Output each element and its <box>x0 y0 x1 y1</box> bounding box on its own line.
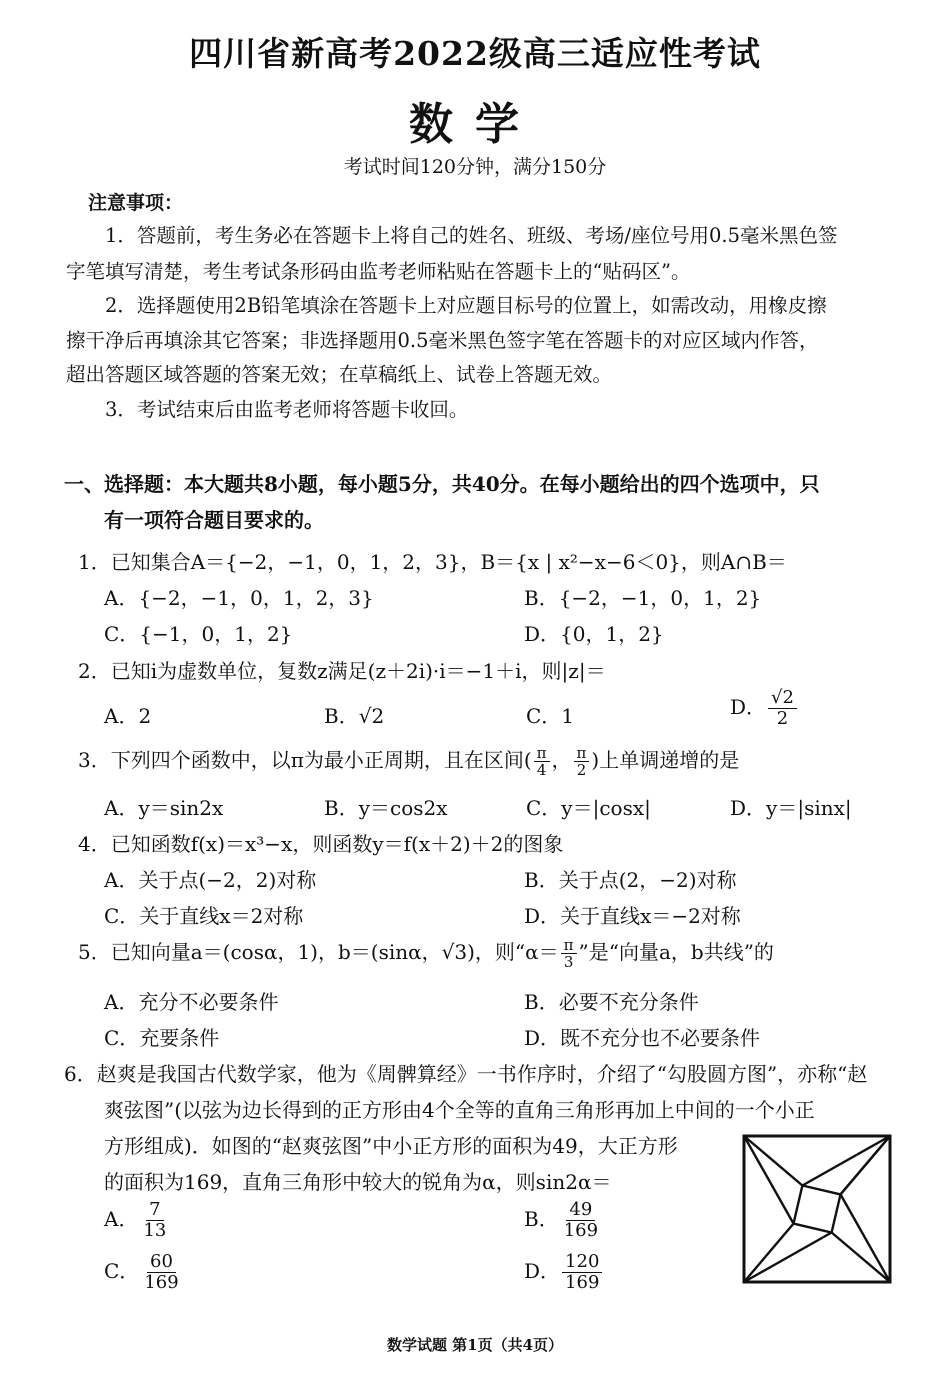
question-1-stem: 1．已知集合A＝{−2，−1，0，1，2，3}，B＝{x | x²−x−6＜0}，则A∩B＝ <box>78 550 787 574</box>
triangle-guide <box>744 1136 890 1282</box>
question-6-option-c <box>104 1252 184 1293</box>
notice-title: 注意事项： <box>88 192 184 214</box>
notice-item-1-line-1: 1．答题前，考生务必在答题卡上将自己的姓名、班级、考场/座位号用0.5毫米黑色签 <box>105 224 838 247</box>
triangle-sides <box>744 1136 890 1282</box>
large-square <box>744 1136 890 1282</box>
numerator: 7 <box>146 1200 163 1221</box>
question-1-option-d: D．{0，1，2} <box>524 622 664 646</box>
question-2-option-b: B．√2 <box>324 704 385 728</box>
question-2-option-c: C．1 <box>526 704 575 728</box>
fraction <box>562 1252 602 1293</box>
question-6-line-1: 6．赵爽是我国古代数学家，他为《周髀算经》一书作序时，介绍了“勾股圆方图”，亦称“赵 <box>64 1062 868 1086</box>
exam-meta: 考试时间120分钟，满分150分 <box>343 156 607 178</box>
denominator: 169 <box>563 1220 599 1241</box>
denominator: 3 <box>563 953 574 971</box>
fraction <box>561 1200 601 1241</box>
stem-text: 5．已知向量a＝(cosα，1)，b＝(sinα，√3)，则“α＝ <box>78 940 559 964</box>
numerator: π <box>574 745 590 762</box>
fraction <box>574 745 590 778</box>
small-square <box>794 1186 841 1233</box>
numerator: 60 <box>147 1252 176 1273</box>
question-6-line-4: 的面积为169，直角三角形中较大的锐角为α，则sin2α＝ <box>104 1170 612 1194</box>
section-1-heading-line-1: 一、选择题：本大题共8小题，每小题5分，共40分。在每小题给出的四个选项中，只 <box>64 472 820 496</box>
question-6-line-3: 方形组成)．如图的“赵爽弦图”中小正方形的面积为49，大正方形 <box>104 1134 678 1158</box>
question-5-option-a: A．充分不必要条件 <box>104 990 279 1014</box>
denominator: 169 <box>144 1272 179 1293</box>
stem-text: ”是“向量a，b共线”的 <box>578 940 774 964</box>
question-1-option-a: A．{−2，−1，0，1，2，3} <box>104 586 374 610</box>
question-4-option-d: D．关于直线x＝−2对称 <box>524 904 741 928</box>
question-3-option-c: C．y＝|cosx| <box>526 796 651 820</box>
question-3-option-a: A．y＝sin2x <box>104 796 224 820</box>
numerator: π <box>534 745 550 762</box>
question-2-option-d <box>730 688 799 729</box>
option-label: D． <box>730 695 767 719</box>
hypotenuse-lines <box>744 1136 890 1282</box>
triangle-leg <box>744 1224 794 1282</box>
question-4-option-b: B．关于点(2，−2)对称 <box>524 868 737 892</box>
section-1-heading-line-2: 有一项符合题目要求的。 <box>104 508 324 532</box>
question-4-option-c: C．关于直线x＝2对称 <box>104 904 304 928</box>
denominator: 13 <box>143 1220 167 1241</box>
denominator: 4 <box>536 761 547 779</box>
fraction <box>141 1252 181 1293</box>
fraction <box>140 1200 169 1241</box>
question-1-option-b: B．{−2，−1，0，1，2} <box>524 586 762 610</box>
page-footer: 数学试题 第1页（共4页） <box>386 1336 564 1354</box>
question-3-option-b: B．y＝cos2x <box>324 796 448 820</box>
triangle-leg <box>744 1136 802 1186</box>
denominator: 169 <box>565 1272 600 1293</box>
denominator: 2 <box>576 761 587 779</box>
question-5-option-c: C．充要条件 <box>104 1026 220 1050</box>
option-label: D． <box>524 1259 561 1283</box>
question-4-stem: 4．已知函数f(x)＝x³−x，则函数y＝f(x＋2)＋2的图象 <box>78 832 564 856</box>
numerator: √2 <box>768 688 797 709</box>
fraction <box>561 937 577 970</box>
denominator: 2 <box>776 708 789 729</box>
stem-text: 3．下列四个函数中，以π为最小正周期，且在区间( <box>78 748 532 772</box>
fraction <box>768 688 797 729</box>
numerator: π <box>561 937 577 954</box>
question-3-option-d: D．y＝|sinx| <box>730 796 852 820</box>
notice-item-2-line-3: 超出答题区域答题的答案无效；在草稿纸上、试卷上答题无效。 <box>66 363 613 386</box>
question-5-option-b: B．必要不充分条件 <box>524 990 699 1014</box>
question-5-option-d: D．既不充分也不必要条件 <box>524 1026 761 1050</box>
triangle-leg <box>832 1233 890 1283</box>
notice-item-2-line-1: 2．选择题使用2B铅笔填涂在答题卡上对应题目标号的位置上，如需改动，用橡皮擦 <box>105 294 827 317</box>
stem-text: ， <box>551 748 572 772</box>
question-6-option-d <box>524 1252 604 1293</box>
numerator: 49 <box>566 1200 595 1221</box>
option-label: C． <box>104 1259 140 1283</box>
question-2-stem: 2．已知i为虚数单位，复数z满足(z＋2i)·i＝−1＋i，则|z|＝ <box>78 659 606 683</box>
notice-item-2-line-2: 擦干净后再填涂其它答案；非选择题用0.5毫米黑色签字笔在答题卡的对应区域内作答， <box>66 329 819 352</box>
question-6-option-b <box>524 1200 603 1241</box>
question-6-line-2: 爽弦图”(以弦为边长得到的正方形由4个全等的直角三角形再加上中间的一个小正 <box>104 1098 815 1122</box>
question-6-option-a <box>104 1200 171 1241</box>
numerator: 120 <box>562 1252 602 1273</box>
question-1-option-c: C．{−1，0，1，2} <box>104 622 293 646</box>
question-4-option-a: A．关于点(−2，2)对称 <box>104 868 317 892</box>
question-3-stem <box>78 744 739 778</box>
option-label: A． <box>104 1207 139 1231</box>
notice-item-1-line-2: 字笔填写清楚，考生考试条形码由监考老师粘贴在答题卡上的“贴码区”。 <box>66 260 691 283</box>
notice-item-3: 3．考试结束后由监考老师将答题卡收回。 <box>105 398 469 421</box>
stem-text: )上单调递增的是 <box>591 748 740 772</box>
exam-title: 四川省新高考2022级高三适应性考试 <box>189 34 761 73</box>
fraction <box>534 745 550 778</box>
question-2-option-a: A．2 <box>104 704 152 728</box>
option-label: B． <box>524 1207 559 1231</box>
right-triangles <box>744 1136 890 1282</box>
question-5-stem <box>78 936 774 970</box>
subject-title: 数学 <box>409 99 541 150</box>
zhao-shuang-diagram <box>742 1134 892 1284</box>
